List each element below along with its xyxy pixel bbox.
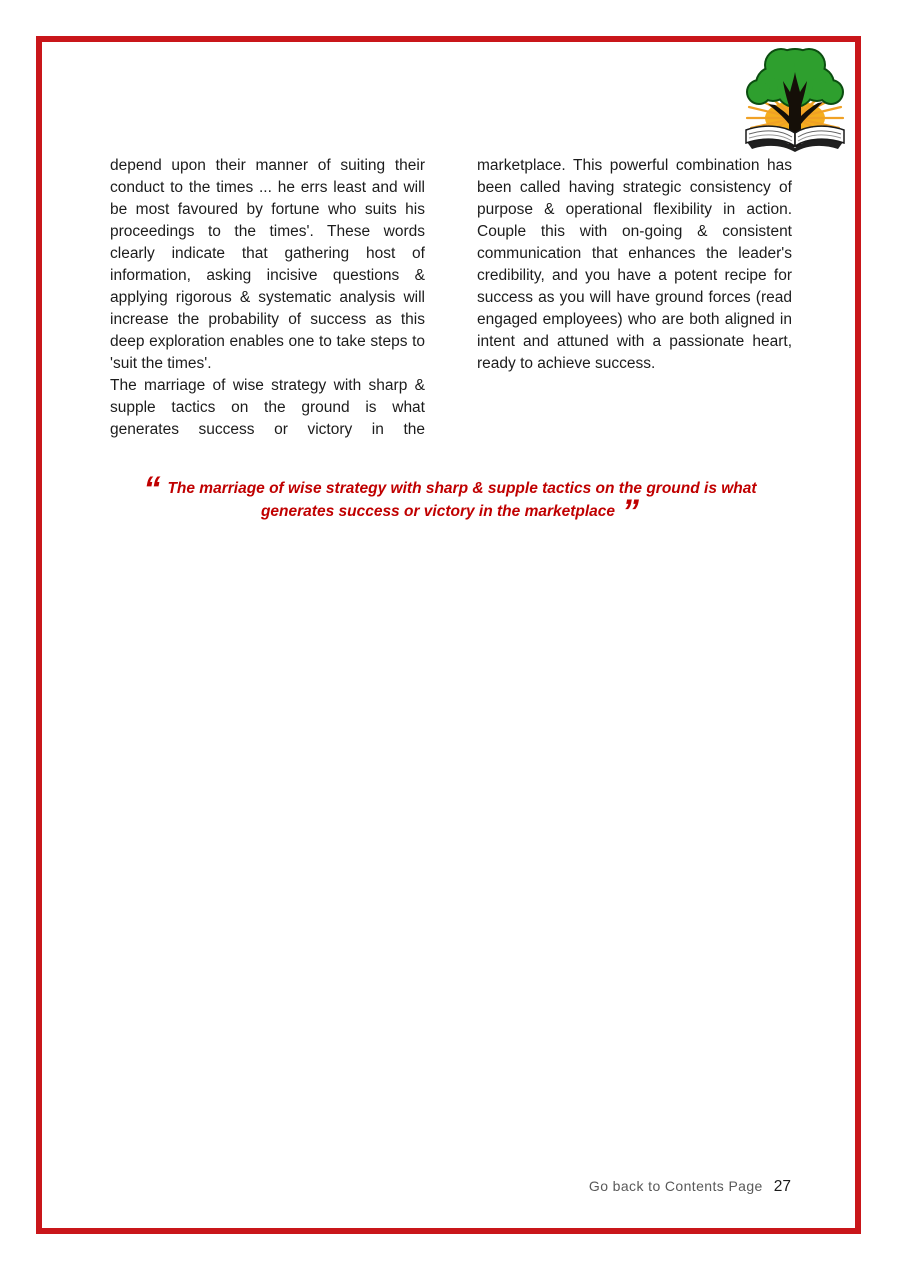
pull-quote-text: The marriage of wise strategy with sharp & supple tactics on the ground is what generates success or victory in the marketplace [167, 480, 757, 520]
body-paragraph: marketplace. This powerful combination has been called having strategic consistency of purpose & operational flexibility in action. Couple this with on-going & consistent communication that enhances the leader's credibility, and you have a potent recipe for success as you will have ground forces (read engaged employees) who are both aligned in intent and attuned with a passionate heart, ready to achieve success. [477, 157, 792, 372]
body-right-column [477, 155, 792, 375]
body-paragraph: depend upon their manner of suiting their conduct to the times ... he errs least and will be most favoured by fortune who suits his proceedings to the times'. These words clearly indicate that gathering host of information, asking incisive questions & applying rigorous & systematic analysis will increase the probability of success as this deep exploration enables one to take steps to 'suit the times'. [110, 157, 425, 372]
body-left-column [110, 155, 425, 441]
tree-book-logo-icon [735, 48, 855, 155]
go-back-to-contents-link[interactable]: Go back to Contents Page [588, 1178, 763, 1194]
page-footer [589, 1178, 791, 1196]
tree-book-logo [735, 48, 855, 155]
open-quote-icon: “ [143, 470, 161, 508]
body-paragraph: The marriage of wise strategy with sharp & supple tactics on the ground is what generates success or victory in the [110, 377, 425, 438]
page-number: 27 [773, 1178, 791, 1195]
close-quote-icon: ” [622, 493, 640, 531]
pull-quote [130, 470, 770, 531]
